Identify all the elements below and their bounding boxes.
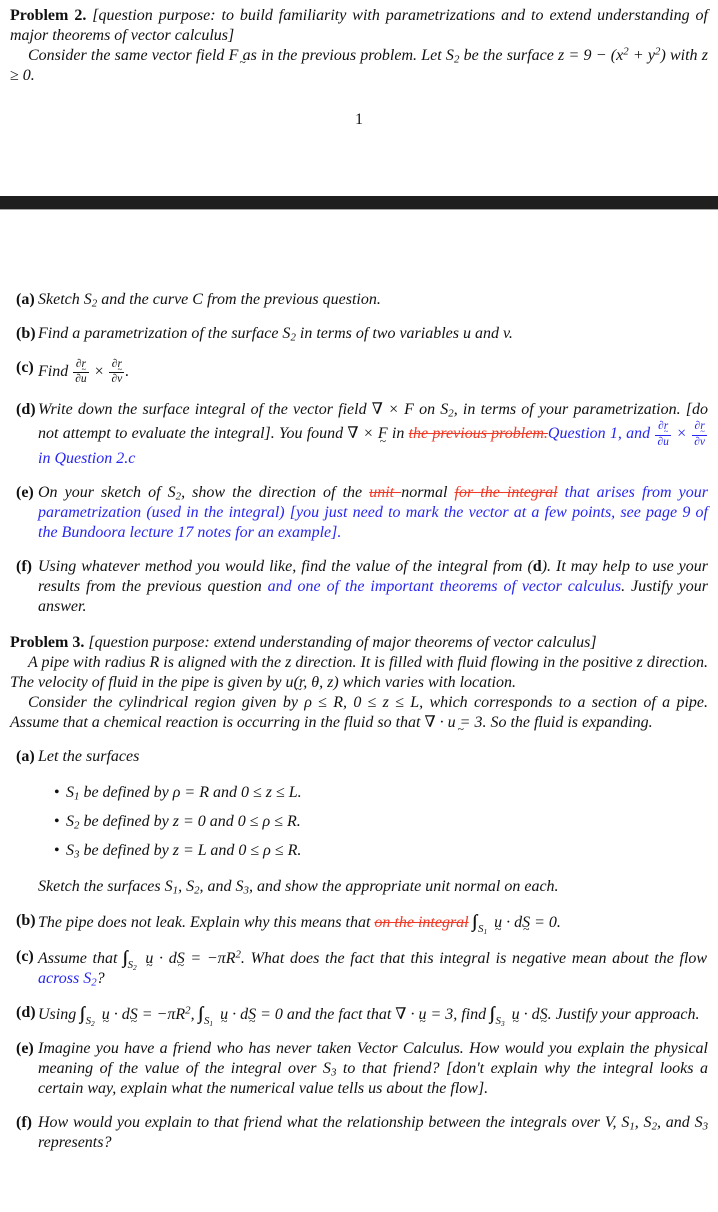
- text-run: [285, 674, 293, 691]
- problem-3-heading: [10, 633, 708, 653]
- fraction-denominator: ∂v: [111, 373, 123, 386]
- text-run: [question purpose: to build familiarity with parametrizations and to extend understanding of major theorems of vector calculus]: [10, 7, 709, 44]
- integral-subscript: S3: [495, 1014, 505, 1028]
- problem-3-intro-2: [10, 693, 708, 733]
- undertilde-char: r ~: [82, 358, 86, 370]
- superscript: 2: [185, 1004, 191, 1017]
- text-run: .: [125, 362, 130, 380]
- subscript: 3: [500, 1018, 505, 1028]
- item-label: (f): [16, 557, 32, 575]
- undertilde-char: u ~: [494, 914, 502, 931]
- text-run: The pipe does not leak. Explain why this means that: [38, 913, 375, 931]
- undertilde-char: r ~: [700, 420, 704, 432]
- text-run: How would you explain to that friend what the relationship between the integrals over V, $S_1$, $S_2$, and $S_3$ represents?: [38, 1113, 709, 1151]
- problem-3-item-c: [10, 947, 708, 989]
- undertilde-char: u ~: [145, 950, 153, 967]
- subscript: 2: [91, 1018, 95, 1028]
- text-run: Write down the surface integral of the vector field ∇ × F on $S_2$, in terms of your parametrization. [do not attempt to evaluate the integral]. You found ∇ ×: [38, 401, 709, 443]
- text-run: [418, 1006, 426, 1023]
- surface-integral: [199, 1006, 217, 1028]
- undertilde-char: r ~: [664, 420, 668, 432]
- text-run: u ~ · dS ~ = 0 and the fact that ∇ ·: [216, 1006, 418, 1023]
- text-run: [558, 484, 565, 501]
- text-run: Consider the same vector field: [28, 47, 229, 64]
- undertilde-char: S ~: [130, 1006, 138, 1023]
- item-label: (a): [16, 747, 35, 765]
- problem-3-item-e: [10, 1039, 708, 1099]
- surface-integral: [123, 950, 140, 972]
- item-label: (b): [16, 325, 36, 342]
- subscript: 2: [133, 962, 137, 972]
- undertilde-char: S ~: [522, 914, 530, 931]
- problem-2-item-a: [10, 290, 708, 310]
- subscript: 1: [629, 1120, 635, 1133]
- fraction-denominator: ∂u: [657, 435, 669, 448]
- surface-integral: [473, 914, 491, 936]
- subscript: 2: [175, 490, 182, 503]
- integral-subscript: S1: [203, 1014, 214, 1028]
- problem-2-intro: [10, 46, 708, 86]
- problem-2-item-b: [10, 324, 708, 344]
- undertilde-char: F ~: [229, 47, 239, 64]
- integral-subscript: S1: [478, 922, 488, 936]
- problem-2-item-d: [10, 400, 708, 468]
- text-run: u ~ · dS ~ = 0.: [490, 914, 561, 931]
- item-label: (f): [16, 1113, 32, 1131]
- superscript: 2: [235, 948, 241, 961]
- problem-3-item-a: [10, 747, 708, 767]
- integral-subscript: S2: [127, 958, 137, 972]
- item-label: (b): [16, 911, 36, 929]
- problem-3-item-a-continuation: [10, 877, 708, 897]
- problem-2-heading: [10, 6, 708, 46]
- inserted-text: across $S_2$: [38, 969, 97, 989]
- item-label: (d): [16, 401, 36, 419]
- undertilde-char: F ~: [378, 425, 388, 442]
- surface-integral: [80, 1006, 98, 1028]
- item-label: (c): [16, 359, 34, 376]
- text-run: ×: [89, 362, 109, 380]
- fraction-numerator: ∂r ~: [692, 420, 707, 435]
- undertilde-char: u ~: [102, 1006, 110, 1023]
- subscript: 2: [453, 53, 460, 66]
- subscript: 2: [651, 1120, 657, 1133]
- item-label: (e): [16, 1039, 34, 1057]
- deleted-text: on the integral: [374, 913, 469, 931]
- text-run: Assume that: [38, 949, 124, 967]
- text-run: = 3. So the fluid is expanding.: [455, 713, 653, 731]
- subscript: 1: [172, 884, 179, 897]
- text-run: On your sketch of $S_2$, show the direction of the: [38, 483, 370, 503]
- inserted-text: that arises from your parametrization (used in the integral) [you just need to mark the vector at a few points, see page 9 of the Bundoora lecture 17 notes for an example].: [38, 483, 709, 541]
- bold-text: Problem 2.: [10, 7, 87, 24]
- text-run: = 3, find: [426, 1005, 491, 1023]
- text-run: $S_2$ be defined by z = 0 and 0 ≤ ρ ≤ R.: [66, 812, 301, 832]
- problem-3-intro-1: [10, 653, 708, 693]
- text-run: Sketch $S_2$ and the curve C from the previous question.: [38, 291, 381, 310]
- deleted-text: unit: [369, 483, 402, 501]
- fraction-numerator: ∂r ~: [655, 420, 670, 435]
- text-run: Find a parametrization of the surface $S_2$ in terms of two variables u and v.: [38, 325, 513, 344]
- undertilde-char: u ~: [418, 1006, 426, 1023]
- document-content: [10, 6, 708, 1153]
- surface-integral: [490, 1006, 508, 1028]
- subscript: 2: [448, 408, 454, 421]
- inserted-text: and one of the important theorems of vector calculus: [267, 577, 622, 595]
- fraction-denominator: ∂u: [75, 373, 87, 386]
- problem-2-item-e: [10, 483, 708, 543]
- integral-subscript: S2: [85, 1014, 95, 1028]
- text-run: [229, 47, 239, 64]
- undertilde-char: u ~: [285, 674, 293, 691]
- subscript: 3: [74, 848, 80, 861]
- text-run: . Justify your answer.: [38, 577, 709, 615]
- surface-s3-bullet: [10, 841, 708, 861]
- subscript: 2: [194, 884, 200, 897]
- inserted-text: ×: [671, 425, 692, 443]
- superscript: 2: [655, 45, 661, 58]
- text-run: as in the previous problem. Let $S_2$ be the surface $z = 9 - (x^2 + y^2)$ with z ≥ 0.: [10, 45, 709, 84]
- text-run: in: [387, 425, 409, 443]
- text-run: 1: [355, 111, 363, 128]
- bold-text: d: [532, 557, 542, 575]
- problem-3-item-b: [10, 911, 708, 936]
- text-run: [378, 425, 388, 442]
- text-run: [question purpose: extend understanding of major theorems of vector calculus]: [84, 633, 597, 651]
- page-number: [10, 110, 708, 130]
- text-run: u ~ · dS ~ = $-\pi R^2$. What does the fact that this integral is negative mean about the flow: [140, 950, 707, 967]
- math-fraction: [109, 358, 124, 386]
- text-run: Using: [38, 1005, 81, 1023]
- subscript: 1: [483, 926, 488, 936]
- problem-2-item-f: [10, 557, 708, 617]
- text-run: (r, θ, z) which varies with location.: [293, 673, 516, 691]
- text-run: [448, 714, 456, 731]
- math-fraction: [655, 420, 670, 448]
- subscript: 3: [243, 884, 249, 897]
- text-run: normal: [401, 483, 455, 501]
- undertilde-char: u ~: [512, 1006, 520, 1023]
- undertilde-char: u ~: [448, 714, 456, 731]
- text-run: u ~ · dS ~. Justify your approach.: [508, 1006, 700, 1023]
- item-label: (a): [16, 291, 35, 308]
- page-break-bar: [0, 196, 718, 210]
- undertilde-char: S ~: [248, 1006, 256, 1023]
- subscript: 3: [702, 1120, 709, 1133]
- item-label: (e): [16, 483, 34, 501]
- item-label: (d): [16, 1003, 36, 1021]
- fraction-denominator: ∂v: [694, 435, 706, 448]
- math-fraction: [73, 358, 88, 386]
- text-run: A pipe with radius R is aligned with the z direction. It is filled with fluid flowing in the positive z direction. The velocity of fluid in the pipe is given by: [10, 653, 708, 691]
- subscript: 2: [91, 297, 98, 310]
- problem-3-item-d: [10, 1003, 708, 1028]
- item-label: (c): [16, 947, 34, 965]
- text-run: ). It may help to use your results from the previous question: [38, 557, 708, 595]
- subscript: 2: [91, 976, 97, 989]
- subscript: 3: [330, 1066, 337, 1079]
- problem-3-item-f: [10, 1113, 708, 1153]
- undertilde-char: S ~: [177, 950, 185, 967]
- text-run: Consider the cylindrical region given by ρ ≤ R, 0 ≤ z ≤ L, which corresponds to a section of a pipe. Assume that a chemical reaction is occurring in the fluid so that ∇ ·: [10, 693, 708, 731]
- surface-s1-bullet: [10, 783, 708, 803]
- fraction-numerator: ∂r ~: [73, 358, 88, 373]
- subscript: 2: [290, 331, 296, 344]
- undertilde-char: r ~: [117, 358, 121, 370]
- text-run: Sketch the surfaces $S_1$, $S_2$, and $S_3$, and show the appropriate unit normal on each.: [38, 877, 559, 897]
- math-fraction: [692, 420, 707, 448]
- problem-2-item-c: [10, 358, 708, 386]
- subscript: 2: [74, 819, 80, 832]
- subscript: 1: [209, 1018, 214, 1028]
- text-run: ?: [96, 969, 105, 987]
- text-run: Imagine you have a friend who has never taken Vector Calculus. How would you explain the physical meaning of the value of the integral over $S_3$ to that friend? [don't explain why the integral looks a certain way, explain what the numerical value tells us about the flow].: [38, 1039, 709, 1097]
- text-run: $S_1$ be defined by ρ = R and 0 ≤ z ≤ L.: [66, 783, 302, 803]
- surface-s2-bullet: [10, 812, 708, 832]
- text-run: Find: [38, 362, 73, 380]
- text-run: u ~ · dS ~ = $-\pi R^2$,: [98, 1006, 199, 1023]
- text-run: $S_3$ be defined by z = L and 0 ≤ ρ ≤ R.: [66, 841, 302, 861]
- deleted-text: for the integral: [454, 483, 558, 501]
- subscript: 1: [74, 790, 80, 803]
- bold-text: Problem 3.: [10, 633, 85, 651]
- undertilde-char: u ~: [220, 1006, 228, 1023]
- undertilde-char: S ~: [540, 1006, 548, 1023]
- text-run: Let the surfaces: [38, 747, 140, 765]
- text-run: Using whatever method you would like, find the value of the integral from (: [38, 557, 533, 575]
- deleted-text: the previous problem.: [408, 425, 548, 443]
- inserted-text: Question 1, and: [547, 425, 655, 443]
- superscript: 2: [623, 45, 629, 58]
- fraction-numerator: ∂r ~: [109, 358, 124, 373]
- inserted-text: in Question 2.c: [38, 449, 136, 467]
